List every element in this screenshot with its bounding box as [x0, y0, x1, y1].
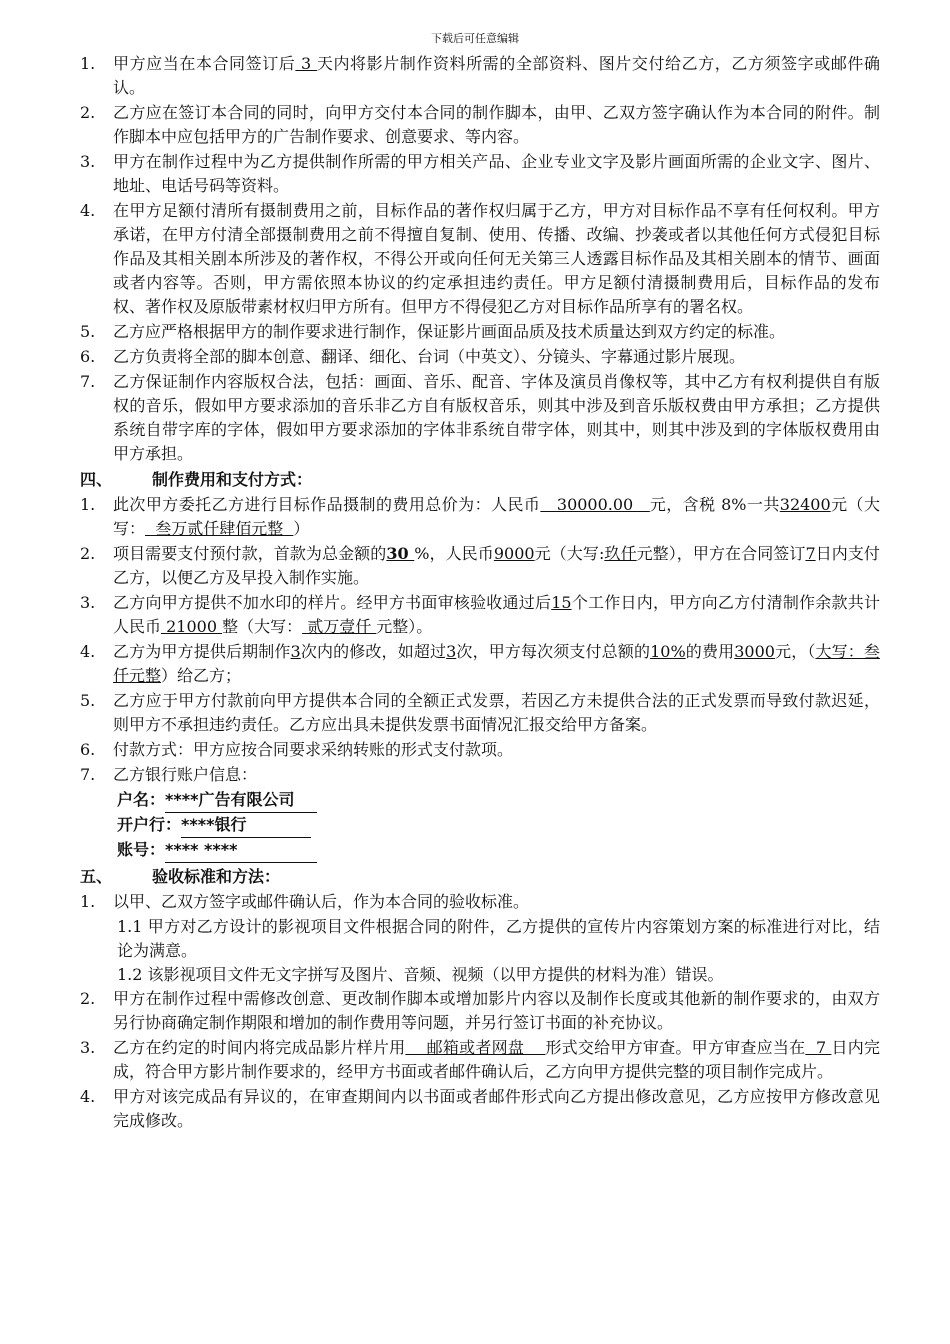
clause-4-1: 1. 此次甲方委托乙方进行目标作品摄制的费用总价为：人民币 30000.00 元，含税 8%一共32400元（大写： 叁万贰仟肆佰元整 ） [80, 495, 880, 538]
clause-3-5: 5. 乙方应严格根据甲方的制作要求进行制作，保证影片画面品质及技术质量达到双方约定的标准。 [80, 322, 786, 341]
clause-4-2: 2. 项目需要支付预付款，首款为总金额的30 %，人民币9000元（大写:玖仟元整），甲方在合同签订7日内支付乙方，以便乙方及早投入制作实施。 [80, 544, 880, 587]
days-blank: 7 [805, 544, 816, 563]
upper-amount-blank: 贰万壹仟 [302, 617, 377, 636]
account-name-line: 户名：****广告有限公司 [117, 788, 880, 813]
clause-number: 1. [80, 54, 96, 73]
clause-4-5: 5. 乙方应于甲方付款前向甲方提供本合同的全额正式发票，若因乙方未提供合法的正式发票而导致付款迟延，则甲方不承担违约责任。乙方应出具未提供发票书面情况汇报交给甲方备案。 [80, 691, 880, 734]
account-number-line: 账号：**** **** [117, 838, 880, 863]
days-blank: 3 [295, 54, 317, 73]
account-number: **** **** [165, 838, 317, 863]
clause-3-6: 6. 乙方负责将全部的脚本创意、翻译、细化、台词（中英文）、分镜头、字幕通过影片展现。 [80, 347, 746, 366]
clause-3-4: 4. 在甲方足额付清所有摄制费用之前，目标作品的著作权归属于乙方，甲方对目标作品不享有任何权利。甲方承诺，在甲方付清全部摄制费用之前不得擅自复制、使用、传播、改编、抄袭或者以其他任何方式侵犯目标作品及其相关剧本所涉及的著作权，不得公开或向任何无关第三人透露目标作品及其相关剧本的情节、画面或者内容等。否则，甲方需依照本协议的约定承担违约责任。甲方足额付清摄制费用后，目标作品的发布权、著作权及原版带素材权归甲方所有。但甲方不得侵犯乙方对目标作品所享有的署名权。 [80, 201, 880, 316]
account-name: ****广告有限公司 [165, 788, 317, 813]
contract-body [80, 52, 880, 1134]
method-blank: 邮箱或者网盘 [405, 1038, 546, 1057]
clause-5-4: 4. 甲方对该完成品有异议的，在审查期间内以书面或者邮件形式向乙方提出修改意见，乙方应按甲方修改意见完成修改。 [80, 1087, 880, 1130]
clause-5-1-2: 1.2 该影视项目文件无文字拼写及图片、音频、视频（以甲方提供的材料为准）错误。 [117, 965, 724, 984]
upper-amount-blank: 玖仟 [604, 544, 637, 563]
clause-4-7: 7. 乙方银行账户信息： [80, 765, 258, 784]
days-blank: 15 [551, 593, 572, 612]
section-heading-5: 五、 验收标准和方法： [80, 867, 281, 886]
total-blank: 32400 [779, 495, 831, 514]
clause-5-1-1: 1.1 甲方对乙方设计的影视项目文件根据合同的附件，乙方提供的宣传片内容策划方案的标准进行对比，结论为满意。 [117, 917, 880, 960]
clause-text: 甲方应当在本合同签订后 3 天内将影片制作资料所需的全部资料、图片交付给乙方，乙方须签字或邮件确认。 [113, 54, 880, 97]
clause-5-2: 2. 甲方在制作过程中需修改创意、更改制作脚本或增加影片内容以及制作长度或其他新的制作要求的，由双方另行协商确定制作期限和增加的制作费用等问题，并另行签订书面的补充协议。 [80, 989, 880, 1032]
clause-3-3: 3. 甲方在制作过程中为乙方提供制作所需的甲方相关产品、企业专业文字及影片画面所需的企业文字、图片、地址、电话号码等资料。 [80, 152, 880, 195]
amount-blank: 9000 [493, 544, 535, 563]
clause-5-3: 3. 乙方在约定的时间内将完成品影片样片用 邮箱或者网盘 形式交给甲方审查。甲方审查应当在 7 日内完成，符合甲方影片制作要求的，经甲方书面或者邮件确认后，乙方向甲方提供完整的项目制作完成片。 [80, 1038, 880, 1081]
days-blank: 7 [805, 1038, 832, 1057]
section-heading-4: 四、 制作费用和支付方式： [80, 470, 313, 489]
clause-5-1: 1. 以甲、乙双方签字或邮件确认后，作为本合同的验收标准。 [80, 892, 530, 911]
clause-3-1 [80, 52, 880, 100]
price-blank: 30000.00 [540, 495, 650, 514]
clause-4-6: 6. 付款方式：甲方应按合同要求采纳转账的形式支付款项。 [80, 740, 514, 759]
clause-4-4: 4. 乙方为甲方提供后期制作3次内的修改，如超过3次，甲方每次须支付总额的10%的费用3000元，（大写：叁仟元整）给乙方； [80, 642, 880, 685]
percent-blank: 30 [386, 544, 415, 563]
amount-blank: 21000 [161, 617, 223, 636]
account-bank: ****银行 [181, 813, 311, 838]
account-bank-line: 开户行：****银行 [117, 813, 880, 838]
clause-3-2: 2. 乙方应在签订本合同的同时，向甲方交付本合同的制作脚本，由甲、乙双方签字确认作为本合同的附件。制作脚本中应包括甲方的广告制作要求、创意要求、等内容。 [80, 103, 880, 146]
clause-3-7: 7. 乙方保证制作内容版权合法，包括：画面、音乐、配音、字体及演员肖像权等，其中乙方有权利提供自有版权的音乐，假如甲方要求添加的音乐非乙方自有版权音乐，则其中涉及到音乐版权费由甲方承担；乙方提供系统自带字库的字体，假如甲方要求添加的字体非系统自带字体，则其中，则其中涉及到的字体版权费用由甲方承担。 [80, 372, 880, 463]
clause-4-3: 3. 乙方向甲方提供不加水印的样片。经甲方书面审核验收通过后15个工作日内，甲方向乙方付清制作余款共计人民币 21000 整（大写： 贰万壹仟 元整）。 [80, 593, 880, 636]
upper-amount-blank: 叁万贰仟肆佰元整 [145, 519, 294, 538]
page-header: 下载后可任意编辑 [431, 32, 519, 45]
